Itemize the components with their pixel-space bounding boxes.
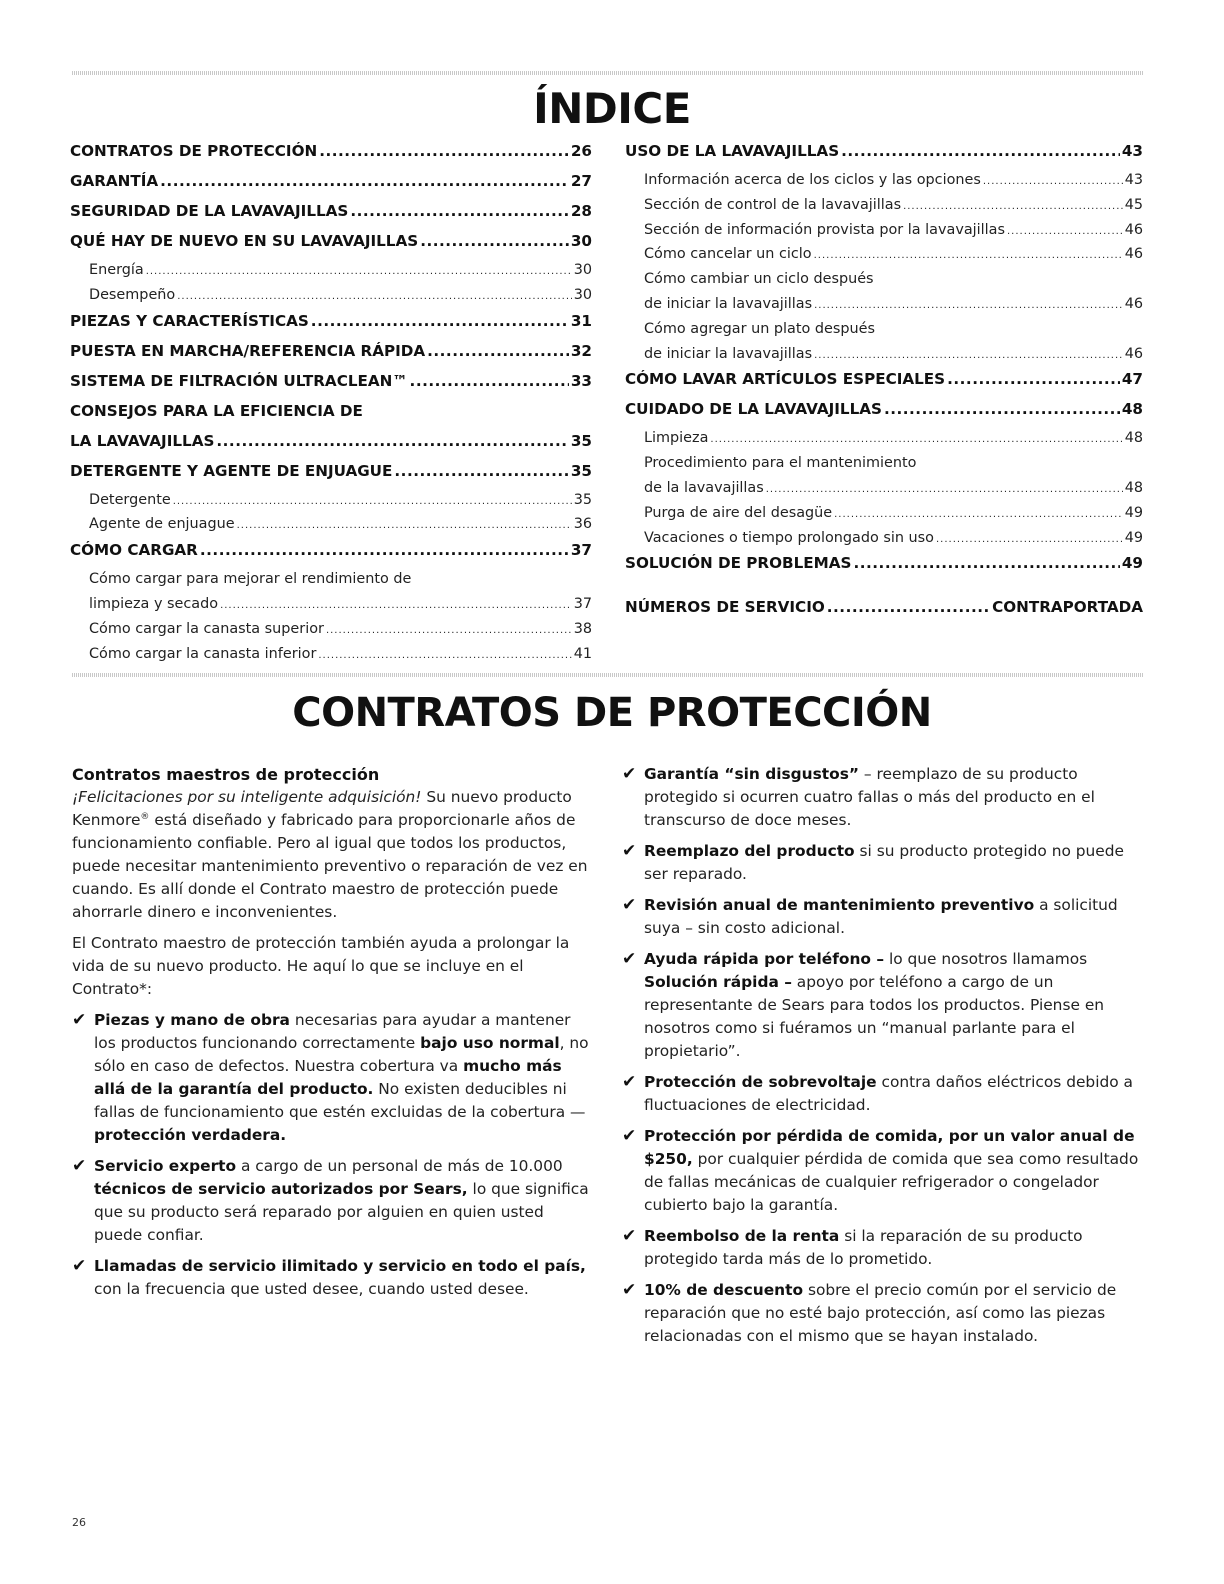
toc-entry-label: GARANTÍA (70, 172, 159, 190)
toc-entry (625, 346, 1143, 371)
checkmark-icon: ✔ (622, 764, 637, 784)
toc-entry (70, 462, 592, 492)
toc-entry-label: de iniciar la lavavajillas (644, 345, 813, 362)
toc-leader-dots (420, 232, 569, 250)
contracts-left-column (72, 763, 592, 1309)
toc-entry-label: Limpieza (644, 430, 709, 447)
toc-leader-dots (394, 462, 568, 480)
checkmark-icon: ✔ (72, 1256, 87, 1276)
toc-entry-page: 28 (570, 202, 592, 220)
toc-leader-dots (814, 250, 1123, 261)
toc-leader-dots (177, 291, 571, 302)
checkmark-icon: ✔ (622, 1126, 637, 1146)
toc-entry-page: 35 (570, 461, 592, 480)
toc-leader-dots (827, 598, 990, 616)
benefit-item: ✔ Llamadas de servicio ilimitado y servicio en todo el país, con la frecuencia que usted desee, cuando usted desee. (72, 1256, 586, 1298)
toc-entry (625, 430, 1143, 455)
toc-entry-page: 30 (573, 286, 592, 303)
toc-entry-label: limpieza y secado (89, 595, 219, 612)
toc-leader-dots (853, 554, 1119, 572)
toc-left-column (70, 142, 592, 670)
checkmark-icon: ✔ (72, 1010, 87, 1030)
toc-entry (625, 222, 1143, 247)
toc-entry-page: 30 (573, 262, 592, 278)
toc-leader-dots (814, 300, 1123, 311)
checkmark-icon: ✔ (622, 895, 637, 915)
toc-entry (625, 172, 1143, 197)
toc-entry (70, 232, 592, 262)
toc-entry-label: QUÉ HAY DE NUEVO EN SU LAVAVAJILLAS (70, 232, 419, 250)
benefit-item: ✔ Reemplazo del producto si su producto protegido no puede ser reparado. (622, 841, 1124, 883)
toc-entry-page: 46 (1124, 295, 1143, 312)
toc-leader-dots (146, 266, 572, 277)
toc-entry-label: Cómo agregar un plato después (644, 320, 875, 337)
toc-entry-label: Desempeño (89, 286, 176, 303)
toc-entry-label: Cómo cambiar un ciclo después (644, 271, 874, 288)
toc-right-column (625, 142, 1143, 628)
toc-entry (70, 202, 592, 232)
benefit-item: ✔ Piezas y mano de obra necesarias para ayudar a mantener los productos funcionando correctamente bajo uso normal, no sólo en caso de defectos. Nuestra cobertura va mucho más allá de la garantía del producto. No existen deducibles ni fallas de funcionamiento que estén excluidas de la cobertura — protección verdadera. (72, 1010, 589, 1144)
toc-leader-dots (841, 142, 1120, 160)
toc-leader-dots (216, 432, 568, 450)
toc-entry-page: CONTRAPORTADA (992, 598, 1143, 617)
toc-entry-page: 36 (573, 516, 592, 533)
toc-entry-label: CUIDADO DE LA LAVAVAJILLAS (625, 400, 882, 419)
intro-paragraph: ¡Felicitaciones por su inteligente adquisición! Su nuevo producto Kenmore® está diseñado y fabricado para proporcionarle años de funcionamiento confiable. Pero al igual que todos los productos, puede necesitar mantenimiento preventivo o reparación de vez en cuando. Es allí donde el Contrato maestro de protección puede ahorrarle dinero e inconvenientes. (72, 788, 588, 921)
toc-entry-label: Agente de enjuague (89, 516, 235, 533)
toc-leader-dots (983, 176, 1123, 187)
toc-entry-page: 32 (570, 341, 592, 360)
toc-leader-dots (1007, 226, 1123, 237)
toc-entry-label: Procedimiento para el mantenimiento (644, 455, 917, 472)
toc-entry-label: USO DE LA LAVAVAJILLAS (625, 142, 840, 160)
toc-entry-label: Detergente (89, 491, 171, 508)
toc-entry (70, 621, 592, 646)
toc-entry (625, 505, 1143, 530)
toc-entry-label: de la lavavajillas (644, 479, 764, 496)
checkmark-icon: ✔ (622, 949, 637, 969)
benefit-item: ✔ Revisión anual de mantenimiento preventivo a solicitud suya – sin costo adicional. (622, 895, 1118, 937)
toc-entry-label: Vacaciones o tiempo prolongado sin uso (644, 529, 934, 546)
toc-entry-page: 43 (1124, 172, 1143, 188)
toc-entry-label: SEGURIDAD DE LA LAVAVAJILLAS (70, 202, 349, 220)
toc-entry-label: DETERGENTE Y AGENTE DE ENJUAGUE (70, 461, 393, 480)
toc-entry-page: 46 (1124, 221, 1143, 238)
toc-entry-label: SISTEMA DE FILTRACIÓN ULTRACLEAN™ (70, 371, 408, 390)
toc-entry-label: Cómo cargar la canasta inferior (89, 645, 317, 662)
toc-entry (625, 598, 1143, 628)
toc-entry-label: Información acerca de los ciclos y las opciones (644, 172, 981, 188)
toc-entry-page: 38 (573, 620, 592, 637)
index-title: ÍNDICE (533, 84, 691, 133)
toc-entry-page: 35 (570, 431, 592, 450)
toc-entry-page: 49 (1124, 504, 1143, 521)
toc-entry-label: CÓMO LAVAR ARTÍCULOS ESPECIALES (625, 370, 946, 389)
section-title: CONTRATOS DE PROTECCIÓN (292, 690, 932, 736)
toc-entry-label: PIEZAS Y CARACTERÍSTICAS (70, 311, 309, 330)
toc-entry-page: 48 (1121, 400, 1143, 419)
toc-entry (625, 271, 1143, 296)
toc-leader-dots (766, 484, 1123, 495)
toc-entry-page: 48 (1124, 430, 1143, 447)
toc-leader-dots (200, 541, 569, 559)
toc-leader-dots (410, 372, 569, 390)
toc-entry (70, 432, 592, 462)
toc-entry-page: 43 (1121, 142, 1143, 160)
toc-leader-dots (160, 172, 569, 190)
toc-leader-dots (427, 342, 569, 360)
toc-entry (70, 646, 592, 671)
toc-entry-label: de iniciar la lavavajillas (644, 295, 813, 312)
paragraph: El Contrato maestro de protección también ayuda a prolongar la vida de su nuevo producto. He aquí lo que se incluye en el Contrato*: (72, 934, 570, 998)
toc-leader-dots (884, 400, 1120, 418)
toc-leader-dots (947, 370, 1120, 388)
toc-leader-dots (319, 142, 569, 160)
toc-entry (625, 530, 1143, 555)
toc-entry-label: CONSEJOS PARA LA EFICIENCIA DE (70, 401, 363, 420)
toc-entry (70, 571, 592, 596)
toc-leader-dots (237, 520, 572, 531)
toc-entry (70, 287, 592, 312)
toc-entry-label: Energía (89, 262, 144, 278)
toc-leader-dots (936, 534, 1123, 545)
toc-leader-dots (834, 509, 1123, 520)
toc-leader-dots (173, 496, 572, 507)
toc-entry (70, 312, 592, 342)
toc-entry (70, 541, 592, 571)
benefit-item: ✔ Reembolso de la renta si la reparación de su producto protegido tarda más de lo prometido. (622, 1226, 1083, 1268)
toc-entry (625, 246, 1143, 271)
page-number: 26 (72, 1516, 86, 1529)
toc-entry (625, 480, 1143, 505)
toc-entry-page: 30 (570, 232, 592, 250)
toc-leader-dots (220, 600, 572, 611)
toc-entry-page: 27 (570, 172, 592, 190)
toc-leader-dots (350, 202, 568, 220)
toc-leader-dots (311, 312, 569, 330)
toc-leader-dots (903, 201, 1123, 212)
toc-entry (70, 492, 592, 517)
toc-entry-label: Cómo cargar la canasta superior (89, 620, 324, 637)
section-divider (72, 673, 1144, 677)
toc-entry (625, 142, 1143, 172)
toc-entry (625, 455, 1143, 480)
checkmark-icon: ✔ (622, 841, 637, 861)
toc-entry (625, 554, 1143, 584)
top-divider (72, 71, 1144, 75)
toc-entry-label: Purga de aire del desagüe (644, 504, 833, 521)
benefit-item: ✔ Servicio experto a cargo de un personal de más de 10.000 técnicos de servicio autorizados por Sears, lo que significa que su producto será reparado por alguien en quien usted puede confiar. (72, 1156, 589, 1244)
toc-leader-dots (318, 650, 571, 661)
toc-entry-page: 48 (1124, 479, 1143, 496)
contracts-right-column (622, 763, 1144, 1356)
toc-entry-label: LA LAVAVAJILLAS (70, 431, 215, 450)
toc-leader-dots (710, 434, 1122, 445)
toc-entry-page: 45 (1124, 196, 1143, 213)
toc-entry-page: 46 (1124, 345, 1143, 362)
toc-entry-label: NÚMEROS DE SERVICIO (625, 598, 825, 617)
toc-entry-label: CONTRATOS DE PROTECCIÓN (70, 142, 318, 160)
toc-entry (625, 400, 1143, 430)
toc-entry-page: 31 (570, 311, 592, 330)
toc-entry-label: PUESTA EN MARCHA/REFERENCIA RÁPIDA (70, 341, 426, 360)
toc-entry-page: 41 (573, 645, 592, 662)
toc-entry (70, 142, 592, 172)
checkmark-icon: ✔ (622, 1226, 637, 1246)
registered-mark: ® (140, 811, 150, 822)
benefit-item: ✔ Protección por pérdida de comida, por un valor anual de $250, por cualquier pérdida de comida que sea como resultado de fallas mecánicas de cualquier refrigerador o congelador cubierto bajo la garantía. (622, 1126, 1139, 1214)
toc-entry (70, 262, 592, 287)
toc-entry-page: 49 (1124, 529, 1143, 546)
toc-entry (625, 321, 1143, 346)
toc-entry-page: 37 (573, 595, 592, 612)
toc-entry-page: 47 (1121, 370, 1143, 389)
benefit-item: ✔ 10% de descuento sobre el precio común por el servicio de reparación que no esté bajo protección, así como las piezas relacionadas con el mismo que se hayan instalado. (622, 1280, 1117, 1345)
toc-entry (70, 372, 592, 402)
toc-entry (70, 342, 592, 372)
toc-entry-label: SOLUCIÓN DE PROBLEMAS (625, 554, 852, 573)
toc-entry-label: Cómo cancelar un ciclo (644, 246, 812, 263)
toc-entry-label: Sección de control de la lavavajillas (644, 196, 902, 213)
toc-entry (625, 296, 1143, 321)
toc-leader-dots (326, 625, 572, 636)
checkmark-icon: ✔ (622, 1280, 637, 1300)
toc-entry (625, 197, 1143, 222)
toc-entry-page: 35 (573, 491, 592, 508)
toc-entry-page: 46 (1124, 246, 1143, 263)
toc-entry-label: Sección de información provista por la lavavajillas (644, 221, 1005, 238)
checkmark-icon: ✔ (72, 1156, 87, 1176)
toc-entry-page: 37 (570, 541, 592, 560)
toc-entry (70, 516, 592, 541)
toc-entry (70, 402, 592, 432)
toc-leader-dots (814, 350, 1123, 361)
benefit-item: ✔ Protección de sobrevoltaje contra daños eléctricos debido a fluctuaciones de electricidad. (622, 1072, 1133, 1114)
toc-entry-page: 26 (570, 142, 592, 160)
toc-entry-page: 33 (570, 371, 592, 390)
toc-entry-label: Cómo cargar para mejorar el rendimiento de (89, 571, 412, 588)
toc-entry (70, 172, 592, 202)
benefit-item: ✔ Ayuda rápida por teléfono – lo que nosotros llamamos Solución rápida – apoyo por teléfono a cargo de un representante de Sears para todos los productos. Piense en nosotros como si fuéramos un “manual parlante para el propietario”. (622, 949, 1105, 1060)
toc-entry (70, 596, 592, 621)
toc-entry-page: 49 (1121, 554, 1143, 573)
toc-entry-label: CÓMO CARGAR (70, 541, 198, 560)
toc-entry (625, 370, 1143, 400)
checkmark-icon: ✔ (622, 1072, 637, 1092)
subheading: Contratos maestros de protección (72, 765, 380, 784)
benefit-item: ✔ Garantía “sin disgustos” – reemplazo de su producto protegido si ocurren cuatro fallas o más del producto en el transcurso de doce meses. (622, 764, 1095, 829)
